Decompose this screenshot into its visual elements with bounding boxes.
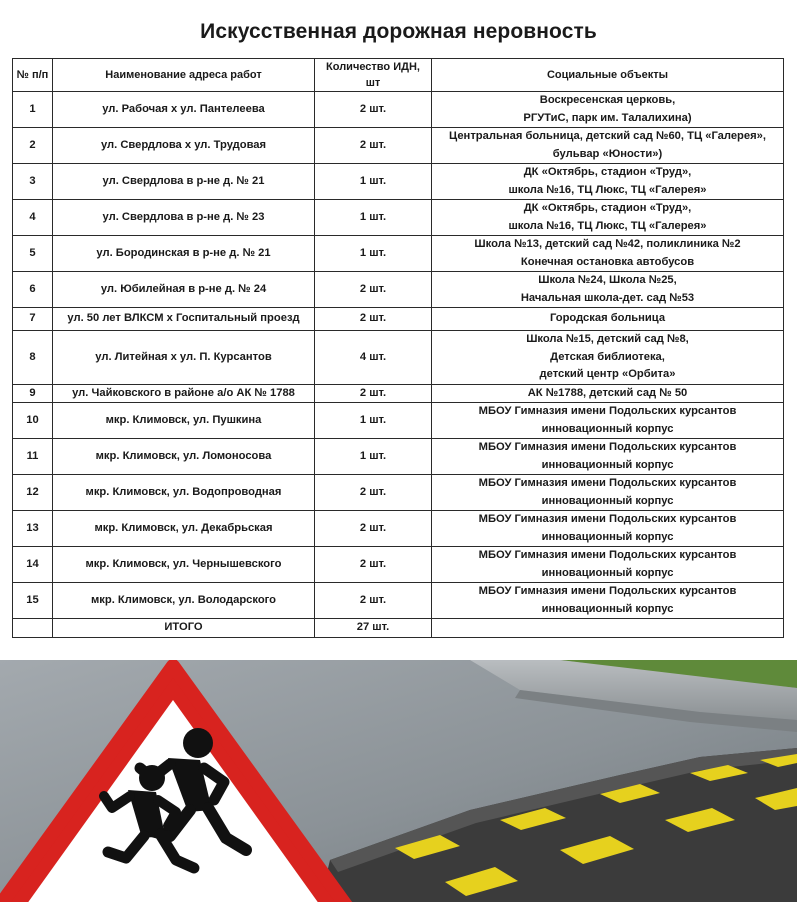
row-num: 5 xyxy=(13,236,53,272)
row-address: ул. Рабочая х ул. Пантелеева xyxy=(53,92,315,128)
row-objects: Центральная больница, детский сад №60, ТЦ «Галерея», бульвар «Юности») xyxy=(432,128,784,164)
row-count: 1 шт. xyxy=(315,164,432,200)
table-row xyxy=(13,403,784,439)
row-address: ул. Свердлова х ул. Трудовая xyxy=(53,128,315,164)
total-empty-cell xyxy=(13,619,53,638)
speed-bumps-table xyxy=(12,58,784,638)
table-header-row xyxy=(13,59,784,92)
header-num: № п/п xyxy=(13,59,53,92)
row-objects: Школа №24, Школа №25, Начальная школа-дет. сад №53 xyxy=(432,272,784,308)
row-objects: АК №1788, детский сад № 50 xyxy=(432,384,784,403)
row-count: 1 шт. xyxy=(315,236,432,272)
table-row xyxy=(13,439,784,475)
row-num: 3 xyxy=(13,164,53,200)
row-num: 10 xyxy=(13,403,53,439)
page-title: Искусственная дорожная неровность xyxy=(200,20,597,43)
row-address: мкр. Климовск, ул. Декабрьская xyxy=(53,511,315,547)
row-count: 1 шт. xyxy=(315,200,432,236)
row-count: 2 шт. xyxy=(315,583,432,619)
table-row xyxy=(13,475,784,511)
table-row xyxy=(13,164,784,200)
row-address: мкр. Климовск, ул. Володарского xyxy=(53,583,315,619)
row-address: мкр. Климовск, ул. Водопроводная xyxy=(53,475,315,511)
row-address: мкр. Климовск, ул. Чернышевского xyxy=(53,547,315,583)
table-row xyxy=(13,236,784,272)
table-row xyxy=(13,200,784,236)
row-num: 12 xyxy=(13,475,53,511)
table-row xyxy=(13,308,784,331)
row-num: 7 xyxy=(13,308,53,331)
row-address: мкр. Климовск, ул. Пушкина xyxy=(53,403,315,439)
table-row xyxy=(13,547,784,583)
row-count: 2 шт. xyxy=(315,272,432,308)
row-count: 1 шт. xyxy=(315,403,432,439)
row-address: ул. Чайковского в районе а/о АК № 1788 xyxy=(53,384,315,403)
row-num: 1 xyxy=(13,92,53,128)
row-address: ул. Литейная х ул. П. Курсантов xyxy=(53,331,315,385)
row-num: 8 xyxy=(13,331,53,385)
row-address: ул. 50 лет ВЛКСМ х Госпитальный проезд xyxy=(53,308,315,331)
total-count: 27 шт. xyxy=(315,619,432,638)
row-count: 4 шт. xyxy=(315,331,432,385)
table-body xyxy=(13,92,784,619)
row-num: 6 xyxy=(13,272,53,308)
row-objects: ДК «Октябрь, стадион «Труд», школа №16, ТЦ Люкс, ТЦ «Галерея» xyxy=(432,200,784,236)
row-objects: МБОУ Гимназия имени Подольских курсантов инновационный корпус xyxy=(432,475,784,511)
table-row xyxy=(13,511,784,547)
header-count: Количество ИДН, шт xyxy=(315,59,432,92)
table-row xyxy=(13,583,784,619)
row-num: 11 xyxy=(13,439,53,475)
row-num: 14 xyxy=(13,547,53,583)
row-objects: МБОУ Гимназия имени Подольских курсантов инновационный корпус xyxy=(432,439,784,475)
row-num: 15 xyxy=(13,583,53,619)
row-address: мкр. Климовск, ул. Ломоносова xyxy=(53,439,315,475)
row-objects: ДК «Октябрь, стадион «Труд», школа №16, ТЦ Люкс, ТЦ «Галерея» xyxy=(432,164,784,200)
row-address: ул. Бородинская в р-не д. № 21 xyxy=(53,236,315,272)
table-row xyxy=(13,331,784,385)
speed-bump-photo xyxy=(0,660,797,902)
row-count: 2 шт. xyxy=(315,308,432,331)
row-num: 13 xyxy=(13,511,53,547)
row-num: 4 xyxy=(13,200,53,236)
row-objects: Воскресенская церковь, РГУТиС, парк им. Талалихина) xyxy=(432,92,784,128)
table-row xyxy=(13,128,784,164)
road-photo xyxy=(0,660,797,902)
table-row xyxy=(13,92,784,128)
row-count: 2 шт. xyxy=(315,475,432,511)
table-row xyxy=(13,272,784,308)
table-row xyxy=(13,384,784,403)
row-count: 1 шт. xyxy=(315,439,432,475)
row-count: 2 шт. xyxy=(315,92,432,128)
total-label: ИТОГО xyxy=(53,619,315,638)
total-row xyxy=(13,619,784,638)
header-objects: Социальные объекты xyxy=(432,59,784,92)
row-count: 2 шт. xyxy=(315,511,432,547)
row-objects: МБОУ Гимназия имени Подольских курсантов инновационный корпус xyxy=(432,547,784,583)
header-address: Наименование адреса работ xyxy=(53,59,315,92)
row-objects: МБОУ Гимназия имени Подольских курсантов инновационный корпус xyxy=(432,403,784,439)
row-num: 2 xyxy=(13,128,53,164)
row-num: 9 xyxy=(13,384,53,403)
row-count: 2 шт. xyxy=(315,128,432,164)
row-objects: Городская больница xyxy=(432,308,784,331)
row-address: ул. Юбилейная в р-не д. № 24 xyxy=(53,272,315,308)
row-address: ул. Свердлова в р-не д. № 21 xyxy=(53,164,315,200)
row-objects: Школа №13, детский сад №42, поликлиника №2 Конечная остановка автобусов xyxy=(432,236,784,272)
row-count: 2 шт. xyxy=(315,547,432,583)
row-address: ул. Свердлова в р-не д. № 23 xyxy=(53,200,315,236)
row-objects: МБОУ Гимназия имени Подольских курсантов инновационный корпус xyxy=(432,511,784,547)
row-objects: МБОУ Гимназия имени Подольских курсантов инновационный корпус xyxy=(432,583,784,619)
row-count: 2 шт. xyxy=(315,384,432,403)
row-objects: Школа №15, детский сад №8, Детская библиотека, детский центр «Орбита» xyxy=(432,331,784,385)
total-objects-empty xyxy=(432,619,784,638)
